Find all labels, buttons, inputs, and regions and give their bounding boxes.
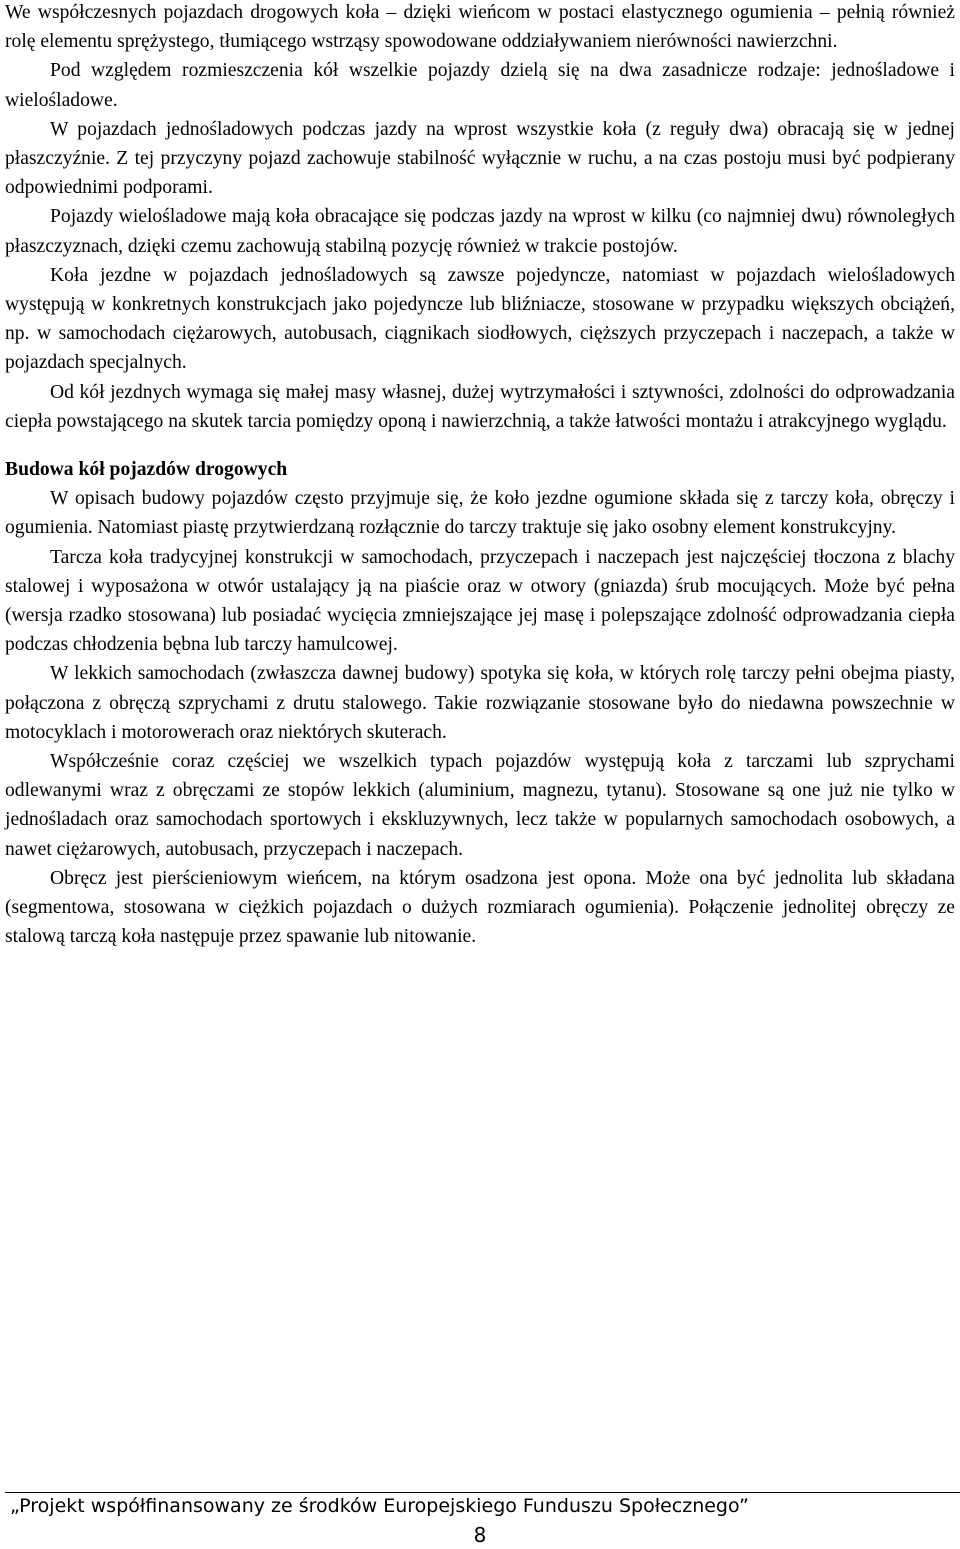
paragraph: Od kół jezdnych wymaga się małej masy własnej, dużej wytrzymałości i sztywności, zdolności do odprowadzania ciepła powstającego na skutek tarcia pomiędzy oponą i nawierzchnią, a także łatwości montażu i atrakcyjnego wyglądu. bbox=[5, 381, 955, 432]
paragraph: Obręcz jest pierścieniowym wieńcem, na którym osadzona jest opona. Może ona być jednolita lub składana (segmentowa, stosowana w ciężkich pojazdach o dużych rozmiarach ogumienia). Połączenie jednolitej obręczy ze stalową tarczą koła następuje przez spawanie lub nitowanie. bbox=[5, 867, 955, 948]
paragraph: W opisach budowy pojazdów często przyjmuje się, że koło jezdne ogumione składa się z tarczy koła, obręczy i ogumienia. Natomiast piastę przytwierdzaną rozłącznie do tarczy traktuje się jako osobny element konstrukcyjny. bbox=[5, 488, 955, 539]
paragraph: Współcześnie coraz częściej we wszelkich typach pojazdów występują koła z tarczami lub szprychami odlewanymi wraz z obręczami ze stopów lekkich (aluminium, magnezu, tytanu). Stosowane są one już nie tylko w jednośladach oraz samochodach sportowych i ekskluzywnych, lecz także w popularnych samochodach osobowych, a nawet ciężarowych, autobusach, przyczepach i naczepach. bbox=[5, 751, 955, 860]
paragraph: We współczesnych pojazdach drogowych koła – dzięki wieńcom w postaci elastycznego ogumienia – pełnią również rolę elementu sprężystego, tłumiącego wstrząsy spowodowane oddziaływaniem nierówności nawierzchni. bbox=[5, 2, 955, 53]
paragraph: Koła jezdne w pojazdach jednośladowych są zawsze pojedyncze, natomiast w pojazdach wielośladowych występują w konkretnych konstrukcjach jako pojedyncze lub bliźniacze, stosowane w przypadku większych obciążeń, np. w samochodach ciężarowych, autobusach, ciągnikach siodłowych, cięższych przyczepach i naczepach, a także w pojazdach specjalnych. bbox=[5, 264, 955, 374]
page-number: 8 bbox=[473, 1523, 487, 1547]
section-heading: Budowa kół pojazdów drogowych bbox=[5, 459, 288, 481]
paragraph: W lekkich samochodach (zwłaszcza dawnej budowy) spotyka się koła, w których rolę tarczy pełni obejma piasty, połączona z obręczą szprychami z drutu stalowego. Takie rozwiązanie stosowane było do niedawna powszechnie w motocyklach i motorowerach oraz niektórych skuterach. bbox=[5, 663, 955, 743]
paragraph: Tarcza koła tradycyjnej konstrukcji w samochodach, przyczepach i naczepach jest najczęściej tłoczona z blachy stalowej i wyposażona w otwór ustalający ją na piaście oraz w otwory (gniazda) śrub mocujących. Może być pełna (wersja rzadko stosowana) lub posiadać wycięcia zmniejszające jej masę i polepszające zdolność odprowadzania ciepła podczas chłodzenia bębna lub tarczy hamulcowej. bbox=[5, 546, 955, 656]
page-body bbox=[5, 0, 955, 952]
footer-text: „Projekt współfinansowany ze środków Europejskiego Funduszu Społecznego” bbox=[10, 1495, 749, 1517]
paragraph: Pojazdy wielośladowe mają koła obracające się podczas jazdy na wprost w kilku (co najmniej dwu) równoległych płaszczyznach, dzięki czemu zachowują stabilną pozycję również w trakcie postojów. bbox=[5, 206, 955, 257]
paragraph: Pod względem rozmieszczenia kół wszelkie pojazdy dzielą się na dwa zasadnicze rodzaje: jednośladowe i wielośladowe. bbox=[5, 60, 955, 111]
paragraph: W pojazdach jednośladowych podczas jazdy na wprost wszystkie koła (z reguły dwa) obracają się w jednej płaszczyźnie. Z tej przyczyny pojazd zachowuje stabilność wyłącznie w ruchu, a na czas postoju musi być podpierany odpowiednimi podporami. bbox=[5, 118, 955, 199]
